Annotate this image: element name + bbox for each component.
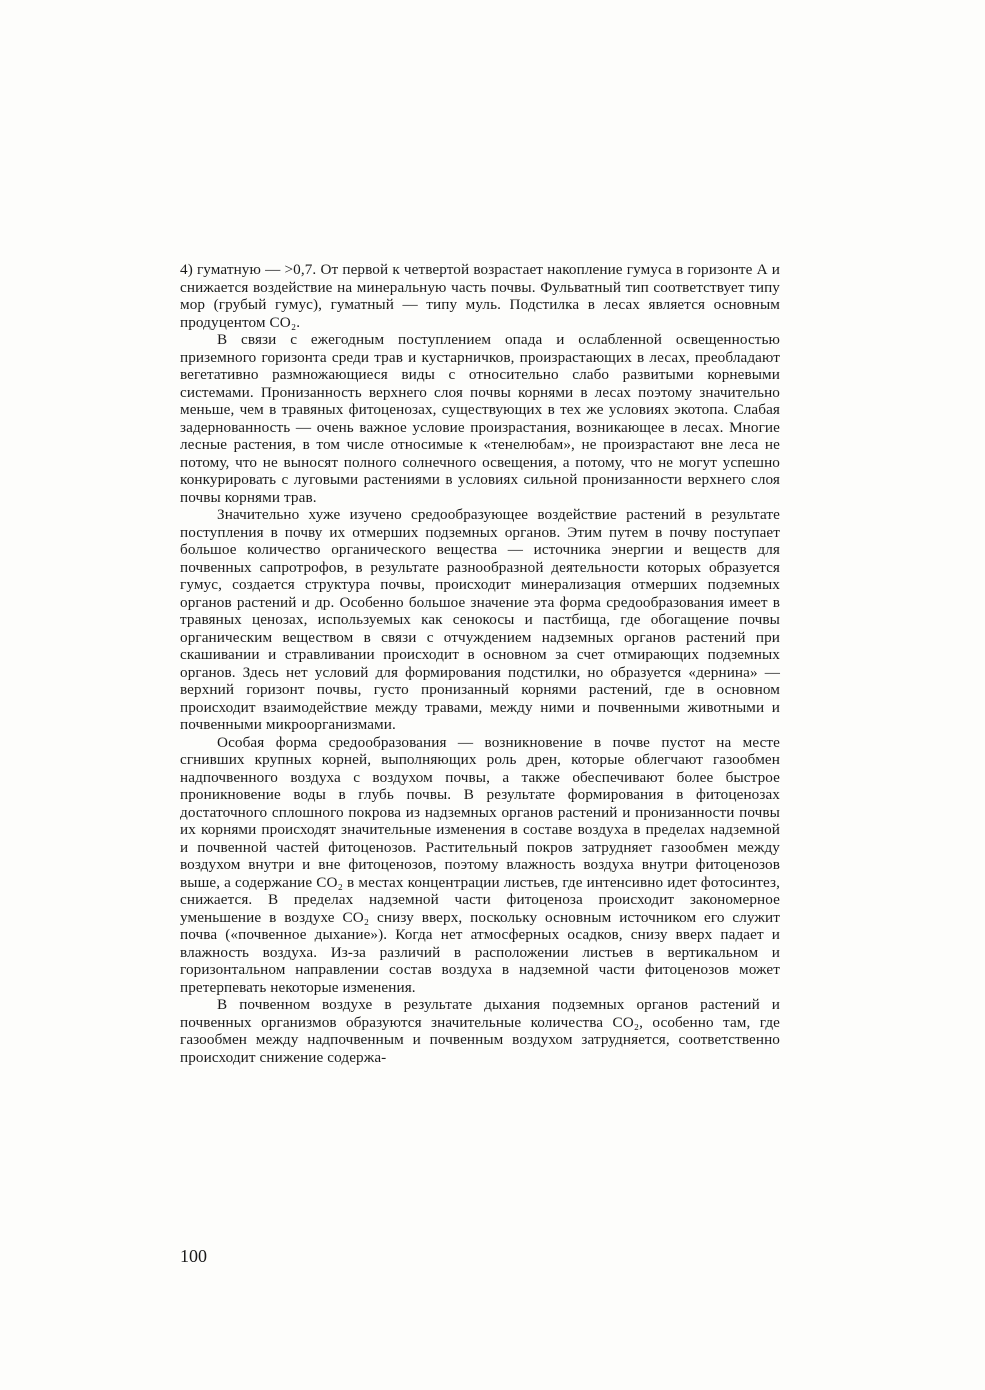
paragraph-1: 4) гуматную — >0,7. От первой к четвертой возрастает накопление гумуса в горизонте А и снижается воздействие на минеральную часть почвы. Фульватный тип соответствует типу мор (грубый гумус), гуматный — типу муль. Подстилка в лесах является основным продуцентом CO₂.: [180, 261, 780, 331]
paragraph-3: Значительно хуже изучено средообразующее воздействие растений в результате поступления в почву их отмерших подземных органов. Этим путем в почву поступает большое количество органического вещества — источника энергии и веществ для почвенных сапротрофов, в результате разнообразной деятельности которых образуется гумус, создается структура почвы, происходит минерализация отмерших подземных органов растений и др. Особенно большое значение эта форма средообразования имеет в травяных ценозах, используемых как сенокосы и пастбища, где обогащение почвы органическим веществом в связи с отчуждением надземных органов растений при скашивании и стравливании происходит в основном за счет отмирающих подземных органов. Здесь нет условий для формирования подстилки, но образуется «дернина» — верхний горизонт почвы, густо пронизанный корнями растений, где в основном происходит взаимодействие между травами, между ними и почвенными животными и почвенными микроорганизмами.: [180, 506, 780, 733]
paragraph-2: В связи с ежегодным поступлением опада и ослабленной освещенностью приземного горизонта среди трав и кустарничков, произрастающих в лесах, преобладают вегетативно размножающиеся виды с относительно слабо развитыми корневыми системами. Пронизанность верхнего слоя почвы корнями в лесах поэтому значительно меньше, чем в травяных фитоценозах, существующих в тех же условиях экотопа. Слабая задернованность — очень важное условие произрастания, возникающее в лесах. Многие лесные растения, в том числе относимые к «тенелюбам», не произрастают вне леса не потому, что не выносят полного солнечного освещения, а потому, что не могут успешно конкурировать с луговыми растениями в условиях сильной пронизанности верхнего слоя почвы корнями трав.: [180, 331, 780, 506]
paragraph-5: В почвенном воздухе в результате дыхания подземных органов растений и почвенных организмов образуются значительные количества CO₂, особенно там, где газообмен между надпочвенным и почвенным воздухом затрудняется, соответственно происходит снижение содержа-: [180, 996, 780, 1066]
body-text: [180, 261, 780, 1066]
page-number: 100: [180, 1246, 207, 1266]
paragraph-4: Особая форма средообразования — возникновение в почве пустот на месте сгнивших крупных корней, выполняющих роль дрен, которые облегчают газообмен надпочвенного воздуха с воздухом почвы, а также обеспечивают более быстрое проникновение воды в глубь почвы. В результате формирования в фитоценозах достаточного сплошного покрова из надземных органов растений и пронизанности почвы их корнями происходят значительные изменения в составе воздуха в пределах надземной и почвенной частей фитоценозов. Растительный покров затрудняет газообмен между воздухом внутри и вне фитоценозов, поэтому влажность воздуха внутри фитоценозов выше, а содержание CO₂ в местах концентрации листьев, где интенсивно идет фотосинтез, снижается. В пределах надземной части фитоценоза происходит закономерное уменьшение в воздухе CO₂ снизу вверх, поскольку основным источником его служит почва («почвенное дыхание»). Когда нет атмосферных осадков, снизу вверх падает и влажность воздуха. Из-за различий в расположении листьев в вертикальном и горизонтальном направлении состав воздуха в надземной части фитоценозов может претерпевать некоторые изменения.: [180, 733, 780, 996]
